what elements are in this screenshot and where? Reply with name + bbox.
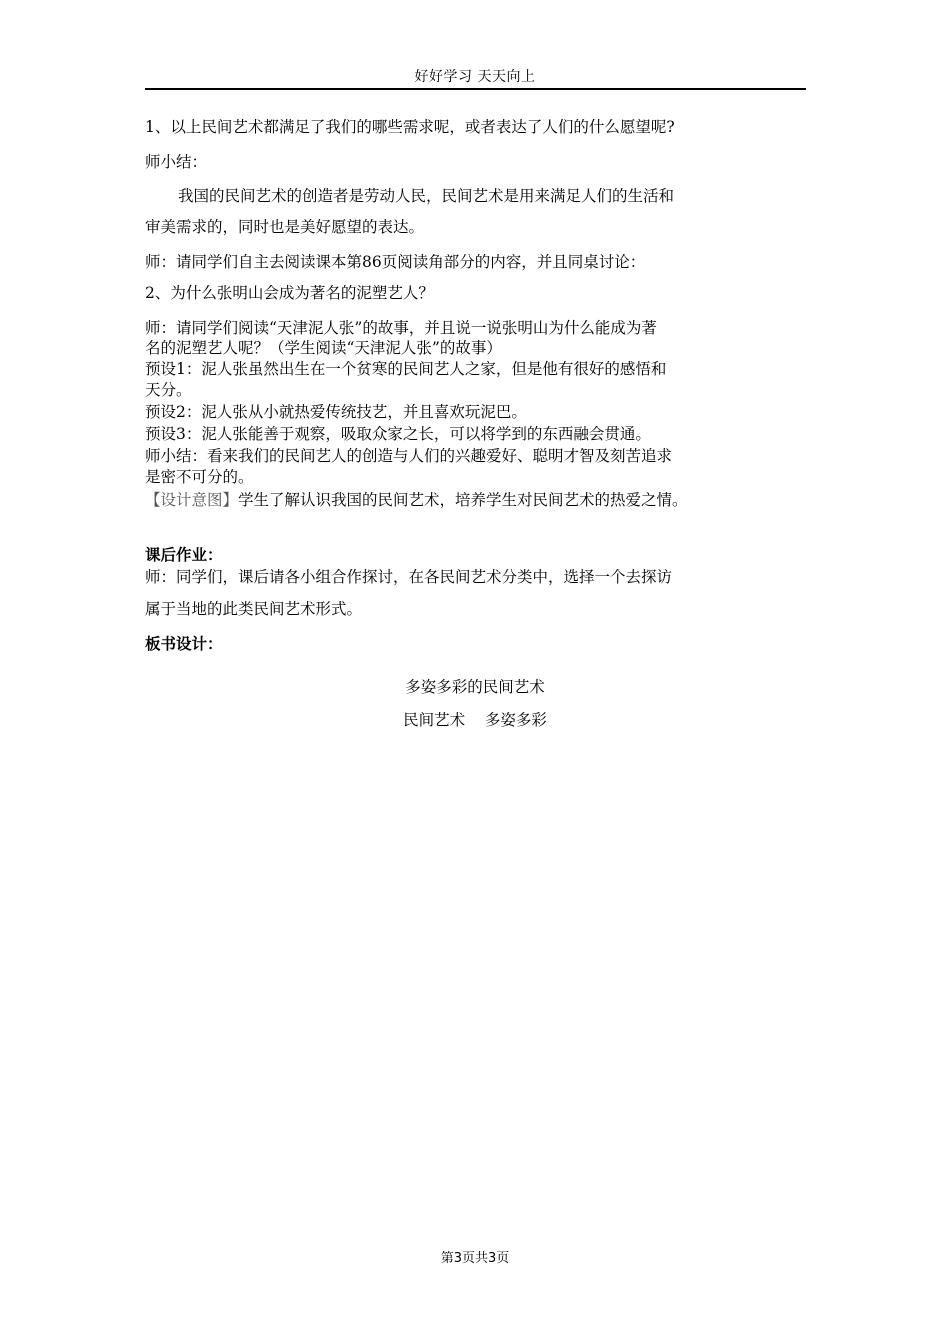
board-line-1: 多姿多彩的民间艺术 [405, 678, 545, 696]
summary-1-label: 师小结： [145, 153, 208, 171]
teacher-story-line-2: 名的泥塑艺人呢？（学生阅读“天津泥人张”的故事） [145, 339, 502, 357]
summary-1-line-1: 我国的民间艺术的创造者是劳动人民，民间艺术是用来满足人们的生活和 [178, 187, 675, 205]
page-footer: 第3页共3页 [440, 1251, 510, 1266]
preset-3: 预设3：泥人张能善于观察，吸取众家之长，可以将学到的东西融会贯通。 [145, 425, 651, 443]
preset-1-line-1: 预设1：泥人张虽然出生在一个贫寒的民间艺人之家，但是他有很好的感悟和 [145, 360, 667, 378]
homework-line-1: 师：同学们，课后请各小组合作探讨，在各民间艺术分类中，选择一个去探访 [145, 568, 673, 586]
preset-1-line-2: 天分。 [145, 381, 192, 399]
summary-2-line-2: 是密不可分的。 [145, 468, 254, 486]
board-line-2: 民间艺术 多姿多彩 [403, 711, 547, 729]
design-intent [145, 490, 810, 510]
teacher-reading-instruction: 师：请同学们自主去阅读课本第86页阅读角部分的内容，并且同桌讨论： [145, 253, 646, 271]
design-intent-tag: 【设计意图】 [145, 491, 239, 509]
homework-line-2: 属于当地的此类民间艺术形式。 [145, 600, 363, 618]
homework-title: 课后作业： [145, 546, 223, 564]
teacher-story-line-1: 师：请同学们阅读“天津泥人张”的故事，并且说一说张明山为什么能成为著 [145, 319, 657, 337]
summary-1-line-2: 审美需求的，同时也是美好愿望的表达。 [145, 218, 425, 236]
board-design-title: 板书设计： [145, 635, 223, 653]
design-intent-text: 学生了解认识我国的民间艺术，培养学生对民间艺术的热爱之情。 [238, 491, 688, 509]
question-2: 2、为什么张明山会成为著名的泥塑艺人？ [145, 284, 434, 302]
preset-2: 预设2：泥人张从小就热爱传统技艺，并且喜欢玩泥巴。 [145, 403, 527, 421]
header-divider [145, 88, 806, 90]
summary-2-line-1: 师小结：看来我们的民间艺人的创造与人们的兴趣爱好、聪明才智及刻苦追求 [145, 447, 673, 465]
question-1: 1、以上民间艺术都满足了我们的哪些需求呢，或者表达了人们的什么愿望呢? [145, 118, 675, 136]
page-header: 好好学习 天天向上 [414, 69, 536, 85]
